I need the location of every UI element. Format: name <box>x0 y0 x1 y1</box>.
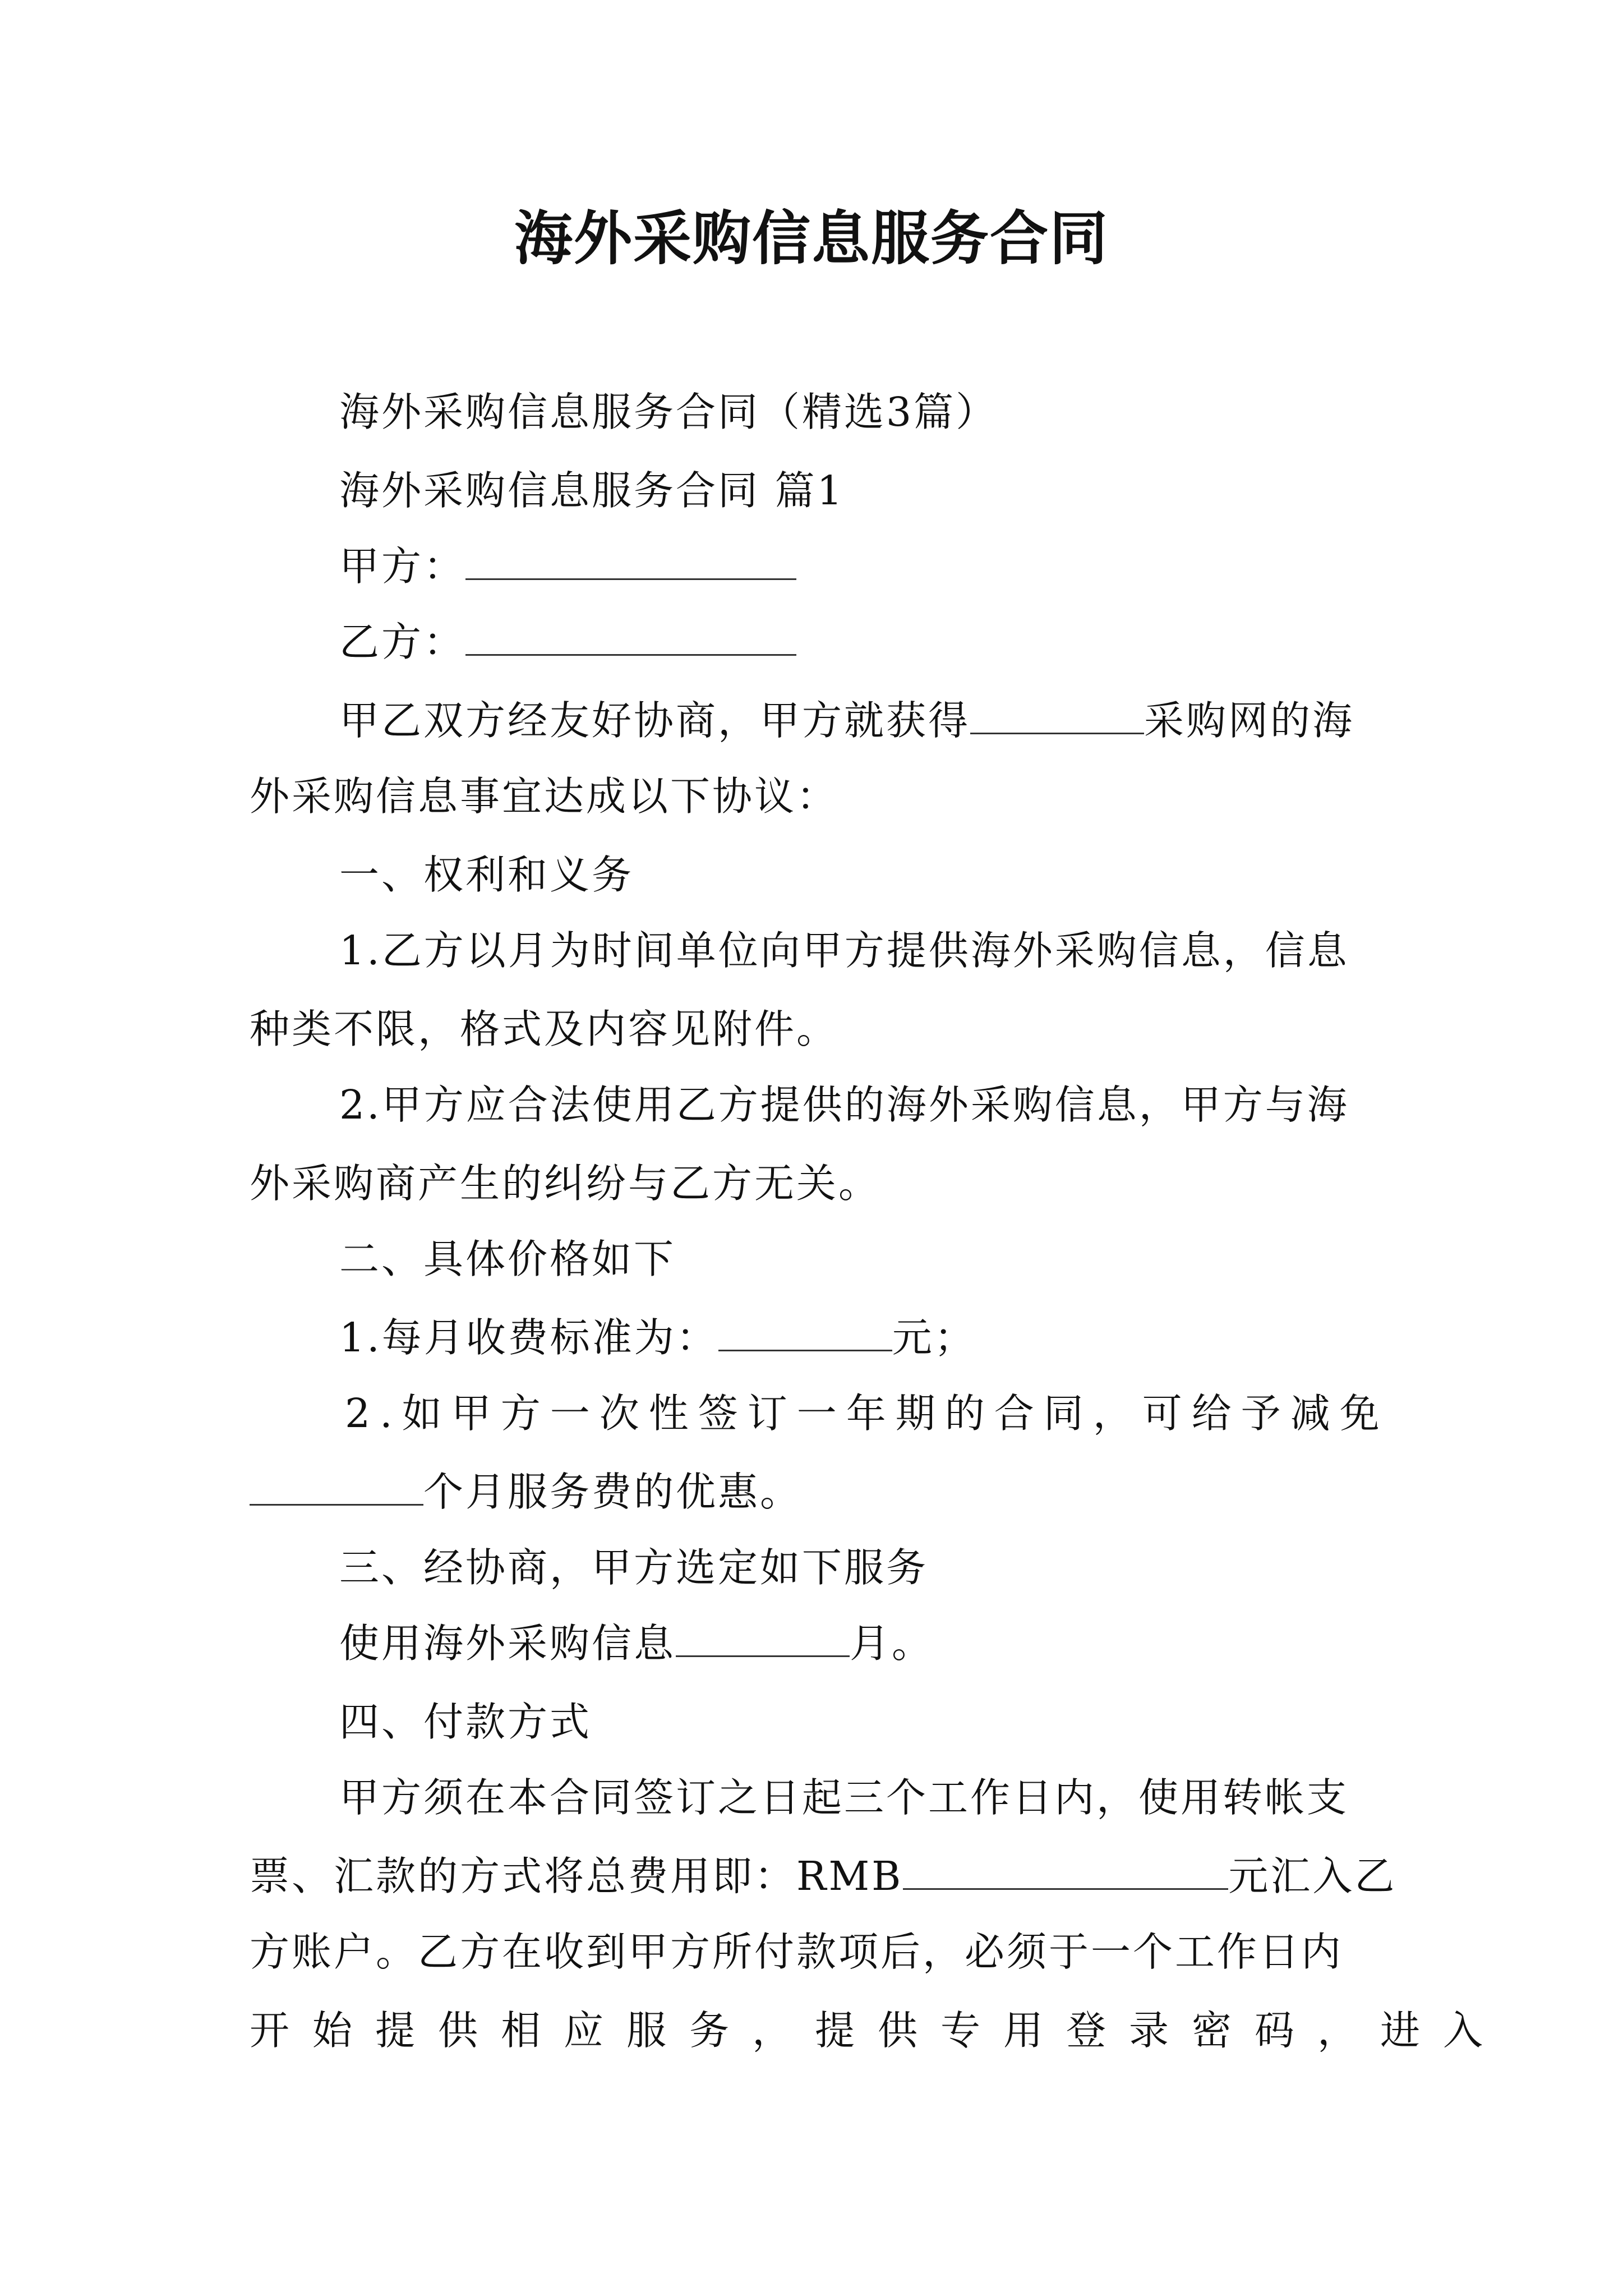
payment-line-2 <box>250 1848 1396 1904</box>
party-b-label: 乙方： <box>339 619 466 665</box>
monthly-fee-blank <box>718 1310 892 1351</box>
clause-2-2-line-1: 2.如甲方一次性签订一年期的合同，可给予减免 <box>345 1390 1389 1437</box>
heading-rights-obligations: 一、权利和义务 <box>339 852 634 898</box>
monthly-fee-unit: 元； <box>892 1314 976 1361</box>
intro-line-1 <box>339 693 1354 749</box>
clause-2-2-line-2 <box>250 1464 802 1520</box>
payment-line-3: 方账户。乙方在收到甲方所付款项后，必须于一个工作日内 <box>250 1929 1344 1975</box>
service-duration-label: 使用海外采购信息 <box>339 1620 676 1667</box>
party-b-line <box>339 614 796 670</box>
heading-pricing: 二、具体价格如下 <box>339 1236 676 1282</box>
discount-months-blank <box>250 1465 423 1506</box>
intro-text-a: 甲乙双方经友好协商，甲方就获得 <box>339 697 971 744</box>
clause-1-1-line-1: 1.乙方以月为时间单位向甲方提供海外采购信息，信息 <box>339 927 1349 974</box>
payment-line-4: 开始提供相应服务，提供专用登录密码，进入 <box>250 2007 1506 2054</box>
heading-service-selection: 三、经协商，甲方选定如下服务 <box>339 1544 929 1591</box>
clause-1-1-line-2: 种类不限，格式及内容见附件。 <box>250 1006 839 1052</box>
intro-blank <box>970 693 1144 734</box>
clause-2-1-line <box>339 1310 976 1366</box>
payment-line-1: 甲方须在本合同签订之日起三个工作日内，使用转帐支 <box>339 1774 1349 1821</box>
payment-amount-blank <box>903 1849 1228 1890</box>
clause-1-2-line-2: 外采购商产生的纠纷与乙方无关。 <box>250 1160 881 1207</box>
intro-line-2: 外采购信息事宜达成以下协议： <box>250 773 839 820</box>
service-duration-line <box>339 1616 934 1672</box>
subtitle-line: 海外采购信息服务合同（精选3篇） <box>339 389 998 435</box>
clause-1-2-line-1: 2.甲方应合法使用乙方提供的海外采购信息，甲方与海 <box>339 1082 1349 1128</box>
party-a-label: 甲方： <box>339 543 466 590</box>
party-a-line <box>339 539 796 595</box>
payment-rmb-tail: 元汇入乙 <box>1228 1853 1397 1899</box>
discount-text: 个月服务费的优惠。 <box>423 1469 803 1515</box>
intro-text-b: 采购网的海 <box>1144 697 1355 744</box>
service-duration-unit: 月。 <box>850 1620 934 1667</box>
service-duration-blank <box>676 1616 850 1657</box>
section-heading-part1: 海外采购信息服务合同 篇1 <box>339 467 845 514</box>
heading-payment-method: 四、付款方式 <box>339 1699 592 1745</box>
document-title: 海外采购信息服务合同 <box>514 204 1109 273</box>
party-b-blank <box>465 615 796 656</box>
monthly-fee-label: 1.每月收费标准为： <box>339 1314 718 1361</box>
payment-rmb-label: 票、汇款的方式将总费用即：RMB <box>250 1853 903 1899</box>
party-a-blank <box>465 539 796 580</box>
